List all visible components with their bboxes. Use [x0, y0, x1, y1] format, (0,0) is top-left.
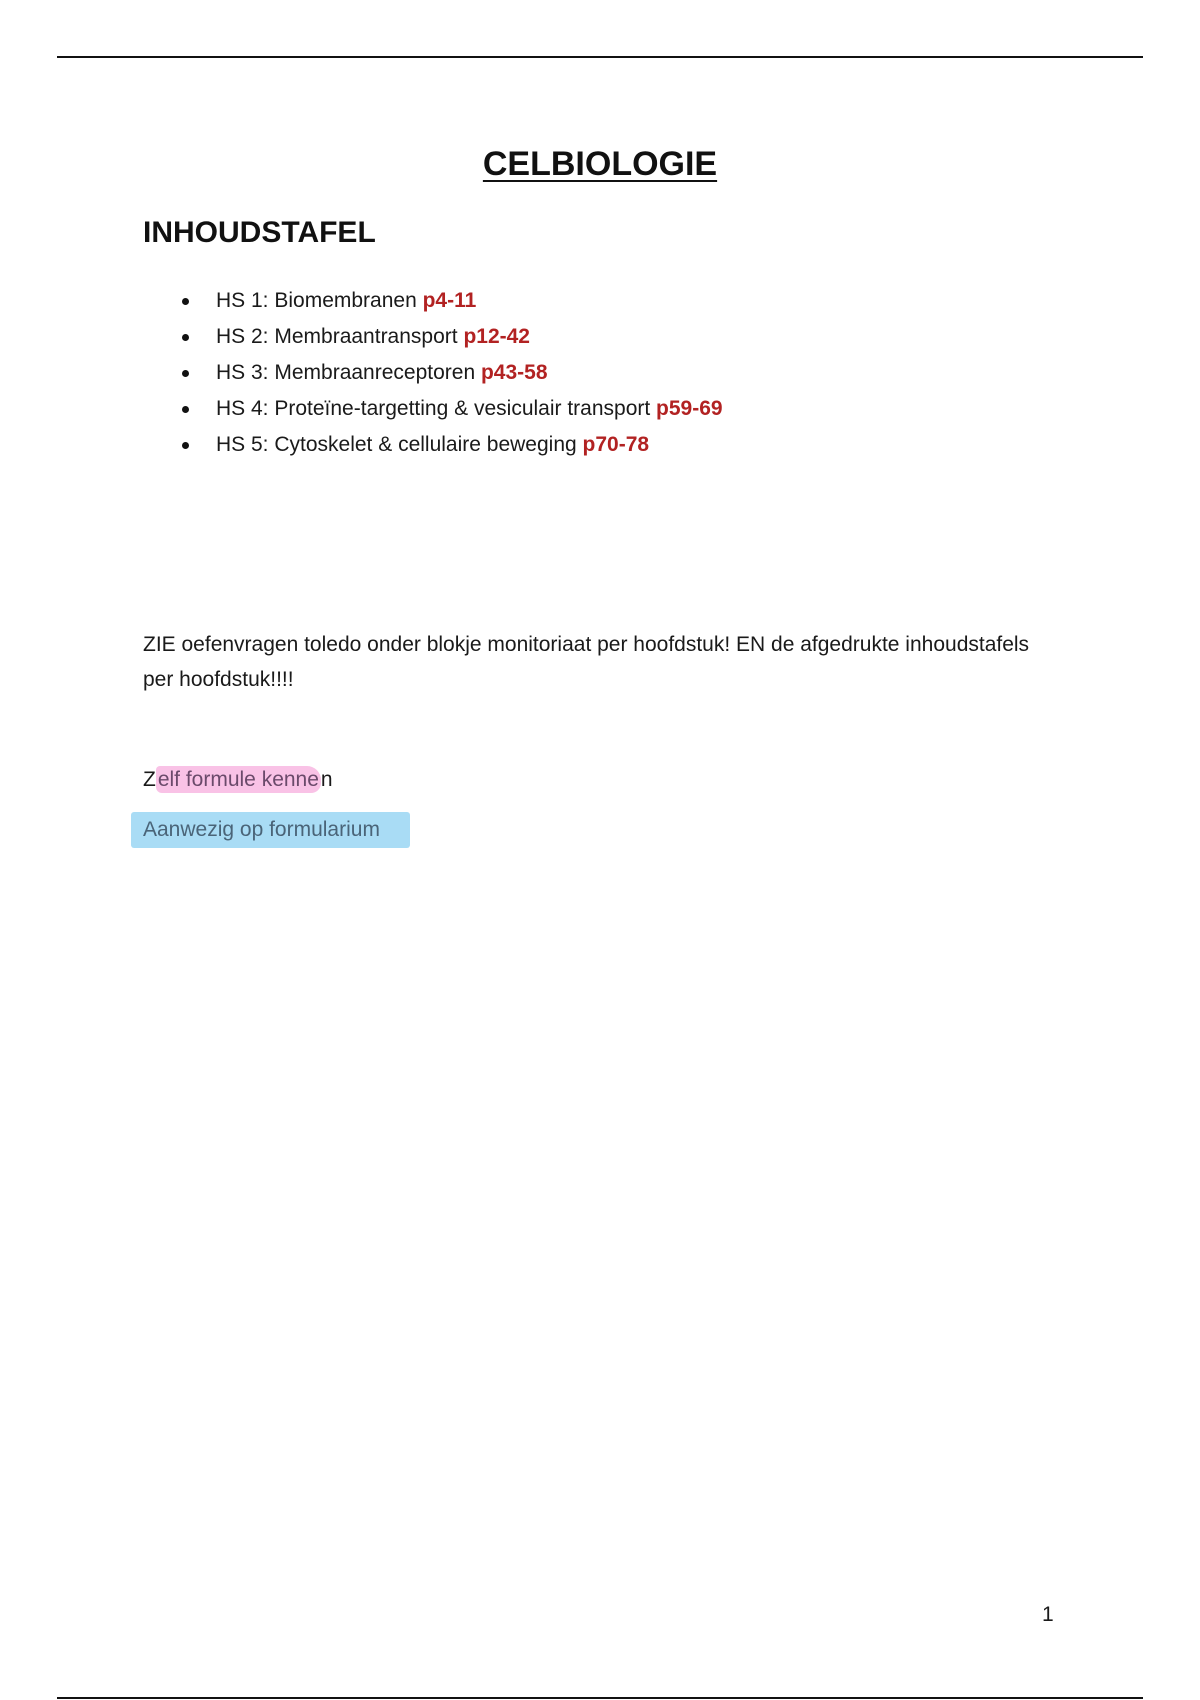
bullet-icon	[182, 406, 189, 413]
toc-item-hs5	[180, 427, 723, 463]
toc-item-hs2	[180, 319, 723, 355]
legend-pink-suffix: n	[320, 768, 333, 791]
pink-highlight: elf formule kenne	[157, 768, 319, 791]
bullet-icon	[182, 442, 189, 449]
toc-item-hs4	[180, 391, 723, 427]
bullet-icon	[182, 298, 189, 305]
toc-item-label: HS 4: Proteïne-targetting & vesiculair transport	[216, 397, 651, 420]
legend-blue: Aanwezig op formularium	[131, 812, 410, 848]
bullet-icon	[182, 370, 189, 377]
legend-pink	[143, 762, 333, 798]
toc-item-pages: p59-69	[656, 397, 723, 420]
legend-pink-prefix: Z	[143, 768, 156, 791]
bullet-icon	[182, 334, 189, 341]
toc-item-pages: p4-11	[422, 289, 477, 312]
page-number: 1	[1042, 1603, 1054, 1626]
study-note: ZIE oefenvragen toledo onder blokje monitoriaat per hoofdstuk! EN de afgedrukte inhoudstafels per hoofdstuk!!!!	[143, 633, 1030, 691]
toc-list	[180, 283, 723, 463]
toc-item-label: HS 5: Cytoskelet & cellulaire beweging	[216, 433, 577, 456]
toc-item-hs3	[180, 355, 723, 391]
toc-heading: INHOUDSTAFEL	[143, 216, 376, 249]
footer-rule	[57, 1697, 1143, 1699]
header-rule	[57, 56, 1143, 58]
toc-item-label: HS 1: Biomembranen	[216, 289, 417, 312]
toc-item-label: HS 2: Membraantransport	[216, 325, 458, 348]
toc-item-hs1	[180, 283, 723, 319]
toc-item-pages: p43-58	[480, 361, 548, 384]
document-title: CELBIOLOGIE	[482, 145, 718, 183]
toc-item-pages: p12-42	[463, 325, 530, 348]
toc-item-label: HS 3: Membraanreceptoren	[216, 361, 476, 384]
toc-item-pages: p70-78	[582, 433, 650, 456]
